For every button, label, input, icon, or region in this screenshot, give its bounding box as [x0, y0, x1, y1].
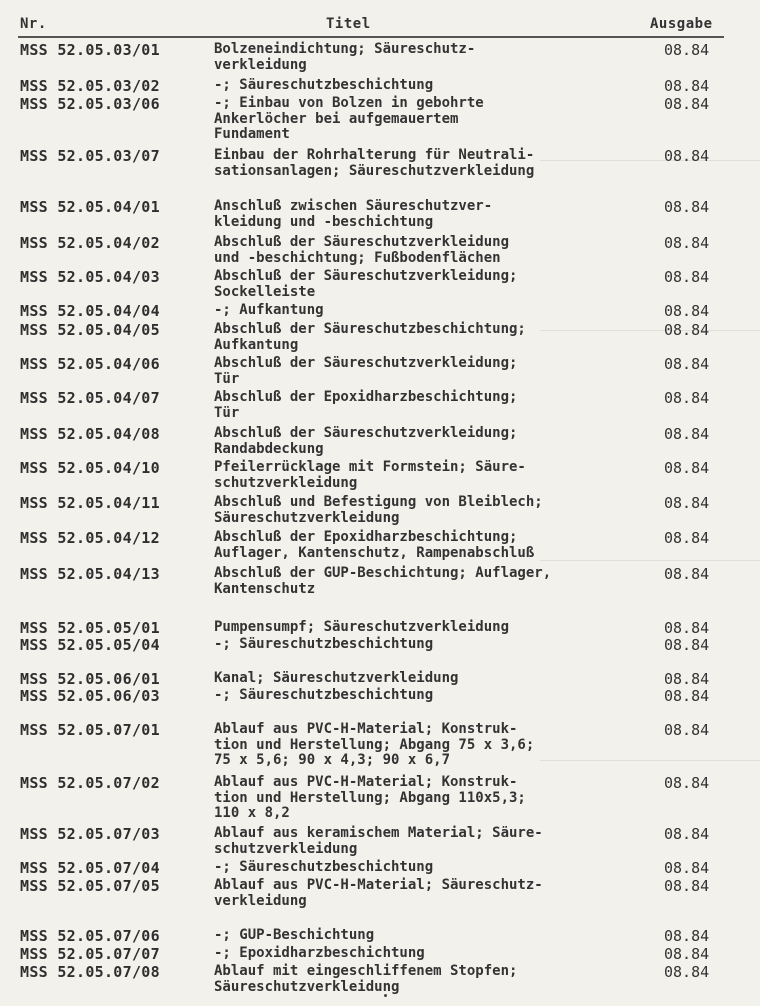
entry-ausgabe: 08.84: [664, 636, 710, 654]
entry-title: [214, 620, 644, 636]
entry-number: MSS 52.05.04/01: [20, 198, 160, 216]
entry-number: MSS 52.05.04/10: [20, 459, 160, 477]
entry-ausgabe: 08.84: [664, 963, 710, 981]
entry-title-line: Abschluß der Säureschutzverkleidung;: [214, 268, 518, 284]
entry-number: MSS 52.05.04/04: [20, 302, 160, 320]
entry-title: [214, 390, 644, 421]
entry-ausgabe: 08.84: [664, 302, 710, 320]
entry-title-line: -; Aufkantung: [214, 302, 324, 318]
entry-title-line: schutzverkleidung: [214, 840, 358, 857]
entry-ausgabe: 08.84: [664, 198, 710, 216]
entry-number: MSS 52.05.04/07: [20, 389, 160, 407]
entry-ausgabe: 08.84: [664, 268, 710, 286]
entry-ausgabe: 08.84: [664, 95, 710, 113]
entry-number: MSS 52.05.04/06: [20, 355, 160, 373]
entry-title: [214, 148, 644, 179]
entry-ausgabe: 08.84: [664, 927, 710, 945]
entry-title: [214, 235, 644, 266]
entry-title: [214, 826, 644, 857]
entry-number: MSS 52.05.06/03: [20, 687, 160, 705]
entry-ausgabe: 08.84: [664, 147, 710, 165]
entry-title-line: Randabdeckung: [214, 440, 324, 457]
entry-title-line: Kantenschutz: [214, 580, 316, 597]
entry-number: MSS 52.05.04/05: [20, 321, 160, 339]
entry-title: [214, 860, 644, 876]
entry-number: MSS 52.05.05/01: [20, 619, 160, 637]
entry-title-line: Tür: [214, 370, 240, 387]
entry-ausgabe: 08.84: [664, 774, 710, 792]
entry-title: [214, 928, 644, 944]
entry-title-line: verkleidung: [214, 56, 307, 73]
entry-title-line: -; Säureschutzbeschichtung: [214, 859, 434, 875]
entry-title: [214, 356, 644, 387]
entry-ausgabe: 08.84: [664, 355, 710, 373]
entry-title-line: 75 x 5,6; 90 x 4,3; 90 x 6,7: [214, 752, 451, 768]
entry-title-line: Abschluß der Säureschutzverkleidung;: [214, 355, 518, 371]
entry-title-line: -; Epoxidharzbeschichtung: [214, 945, 425, 961]
entry-title-line: schutzverkleidung: [214, 474, 358, 491]
entry-title-line: Anschluß zwischen Säureschutzver-: [214, 198, 493, 214]
entry-ausgabe: 08.84: [664, 565, 710, 583]
entry-title-line: Säureschutzverkleidung: [214, 509, 400, 526]
entry-title: [214, 426, 644, 457]
entry-title-line: Abschluß und Befestigung von Bleiblech;: [214, 494, 543, 510]
entry-title-line: Pfeilerrücklage mit Formstein; Säure-: [214, 459, 526, 475]
entry-ausgabe: 08.84: [664, 670, 710, 688]
entry-title-line: -; Säureschutzbeschichtung: [214, 636, 434, 652]
entry-title-line: Auflager, Kantenschutz, Rampenabschluß: [214, 544, 535, 561]
entry-title: [214, 199, 644, 230]
entry-title: [214, 42, 644, 73]
entry-title: [214, 96, 644, 143]
entry-title-line: Ablauf aus keramischem Material; Säure-: [214, 825, 543, 841]
entry-title-line: Abschluß der Epoxidharzbeschichtung;: [214, 389, 518, 405]
entry-number: MSS 52.05.03/02: [20, 77, 160, 95]
entry-number: MSS 52.05.04/13: [20, 565, 160, 583]
entry-title-line: Sockelleiste: [214, 283, 316, 300]
entry-title-line: Abschluß der Säureschutzverkleidung;: [214, 425, 518, 441]
entry-title: [214, 775, 644, 822]
entry-title: [214, 637, 644, 653]
entry-ausgabe: 08.84: [664, 721, 710, 739]
entry-title-line: Kanal; Säureschutzverkleidung: [214, 670, 459, 686]
header-ausgabe: Ausgabe: [650, 16, 713, 32]
entry-ausgabe: 08.84: [664, 859, 710, 877]
header-titel: Titel: [326, 16, 371, 32]
entry-number: MSS 52.05.03/06: [20, 95, 160, 113]
entry-title-line: 110 x 8,2: [214, 805, 290, 821]
entry-title-line: sationsanlagen; Säureschutzverkleidung: [214, 162, 535, 179]
entry-ausgabe: 08.84: [664, 877, 710, 895]
entry-title: [214, 530, 644, 561]
entry-number: MSS 52.05.06/01: [20, 670, 160, 688]
entry-title-line: verkleidung: [214, 892, 307, 909]
entry-title-line: kleidung und -beschichtung: [214, 213, 434, 230]
entry-title-line: -; GUP-Beschichtung: [214, 927, 375, 943]
entry-title: [214, 688, 644, 704]
entry-number: MSS 52.05.04/02: [20, 234, 160, 252]
entry-title-line: Pumpensumpf; Säureschutzverkleidung: [214, 619, 510, 635]
entry-title: [214, 878, 644, 909]
entry-ausgabe: 08.84: [664, 619, 710, 637]
entry-ausgabe: 08.84: [664, 389, 710, 407]
entry-title-line: Tür: [214, 404, 240, 421]
entry-number: MSS 52.05.05/04: [20, 636, 160, 654]
entry-title-line: -; Säureschutzbeschichtung: [214, 77, 434, 93]
entry-number: MSS 52.05.07/04: [20, 859, 160, 877]
entry-title-line: Säureschutzverkleidung: [214, 978, 400, 995]
entry-title-line: Abschluß der Epoxidharzbeschichtung;: [214, 529, 518, 545]
entry-number: MSS 52.05.03/01: [20, 41, 160, 59]
entry-number: MSS 52.05.07/02: [20, 774, 160, 792]
entry-title: [214, 78, 644, 94]
entry-number: MSS 52.05.07/07: [20, 945, 160, 963]
entry-title: [214, 722, 644, 769]
header-rule: [18, 36, 724, 38]
header-nr: Nr.: [20, 16, 47, 32]
entry-number: MSS 52.05.04/11: [20, 494, 160, 512]
entry-number: MSS 52.05.07/08: [20, 963, 160, 981]
entry-title: [214, 322, 644, 353]
entry-title-line: und -beschichtung; Fußbodenflächen: [214, 249, 501, 266]
entry-number: MSS 52.05.04/08: [20, 425, 160, 443]
entry-title-line: -; Einbau von Bolzen in gebohrte: [214, 95, 484, 111]
entry-ausgabe: 08.84: [664, 494, 710, 512]
entry-ausgabe: 08.84: [664, 529, 710, 547]
entry-title: [214, 964, 644, 995]
entry-title: [214, 946, 644, 962]
entry-ausgabe: 08.84: [664, 234, 710, 252]
entry-title-line: tion und Herstellung; Abgang 75 x 3,6;: [214, 736, 535, 753]
entry-title-line: Bolzeneindichtung; Säureschutz-: [214, 41, 476, 57]
entry-number: MSS 52.05.07/01: [20, 721, 160, 739]
entry-title: [214, 269, 644, 300]
entry-title-line: tion und Herstellung; Abgang 110x5,3;: [214, 789, 526, 806]
entry-title: [214, 460, 644, 491]
entry-title: [214, 303, 644, 319]
entry-title-line: Ablauf aus PVC-H-Material; Konstruk-: [214, 774, 518, 790]
entry-number: MSS 52.05.07/03: [20, 825, 160, 843]
entry-title-line: Ankerlöcher bei aufgemauertem: [214, 110, 459, 127]
entry-title: [214, 566, 644, 597]
entry-title-line: Abschluß der GUP-Beschichtung; Auflager,: [214, 565, 552, 581]
entry-number: MSS 52.05.04/03: [20, 268, 160, 286]
entry-ausgabe: 08.84: [664, 945, 710, 963]
page-dot: [384, 994, 387, 997]
entry-ausgabe: 08.84: [664, 41, 710, 59]
entry-title: [214, 671, 644, 687]
entry-ausgabe: 08.84: [664, 77, 710, 95]
entry-number: MSS 52.05.07/05: [20, 877, 160, 895]
entry-title-line: Ablauf aus PVC-H-Material; Konstruk-: [214, 721, 518, 737]
entry-ausgabe: 08.84: [664, 425, 710, 443]
entry-ausgabe: 08.84: [664, 321, 710, 339]
entry-number: MSS 52.05.07/06: [20, 927, 160, 945]
entry-number: MSS 52.05.03/07: [20, 147, 160, 165]
entry-ausgabe: 08.84: [664, 687, 710, 705]
entry-title-line: Abschluß der Säureschutzverkleidung: [214, 234, 510, 250]
entry-title-line: Abschluß der Säureschutzbeschichtung;: [214, 321, 526, 337]
entry-title-line: Ablauf mit eingeschliffenem Stopfen;: [214, 963, 518, 979]
entry-title-line: Ablauf aus PVC-H-Material; Säureschutz-: [214, 877, 543, 893]
entry-title-line: Fundament: [214, 126, 290, 142]
entry-ausgabe: 08.84: [664, 825, 710, 843]
entry-title-line: Aufkantung: [214, 336, 299, 353]
entry-number: MSS 52.05.04/12: [20, 529, 160, 547]
entry-ausgabe: 08.84: [664, 459, 710, 477]
entry-title-line: Einbau der Rohrhalterung für Neutrali-: [214, 147, 535, 163]
entry-title: [214, 495, 644, 526]
entry-title-line: -; Säureschutzbeschichtung: [214, 687, 434, 703]
